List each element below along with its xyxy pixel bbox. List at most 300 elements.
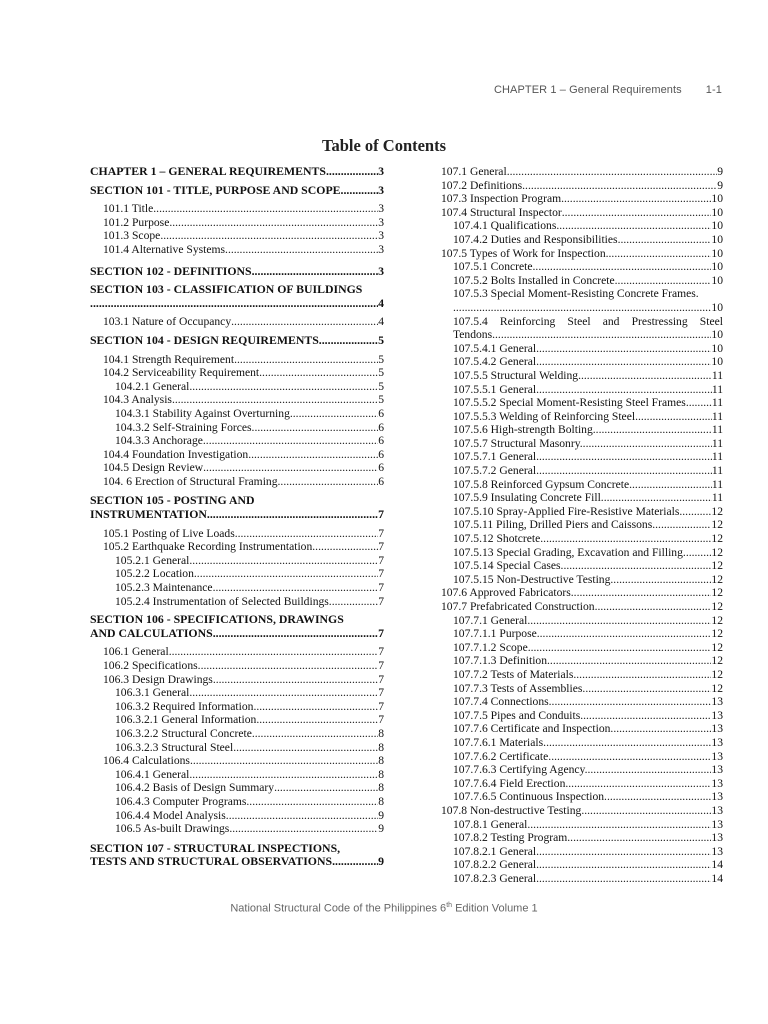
toc-entry[interactable]: [441, 532, 723, 546]
toc-entry-title: 104.5 Design Review: [103, 461, 204, 475]
toc-entry[interactable]: [441, 437, 723, 451]
toc-entry-page: 7: [378, 645, 384, 659]
toc-entry-row: [441, 192, 723, 206]
toc-entry-page: 11: [711, 436, 723, 450]
toc-entry-title: 107.5.2 Bolts Installed in Concrete: [453, 273, 615, 287]
toc-entry[interactable]: [441, 722, 723, 736]
toc-entry-leader-line: [453, 301, 723, 315]
toc-entry-page: 14: [711, 858, 723, 872]
toc-entry-title: 107.5.3 Special Moment-Resisting Concrete Frames.: [453, 287, 699, 301]
toc-entry[interactable]: [441, 396, 723, 410]
dot-leader: [539, 383, 712, 397]
dot-leader: [615, 274, 712, 288]
toc-entry-page: 10: [711, 260, 723, 274]
toc-entry-row: [441, 383, 723, 397]
toc-section-entry[interactable]: [90, 265, 384, 279]
toc-entry-title: 104.2 Serviceability Requirement: [103, 366, 260, 380]
toc-entry-row: [441, 845, 723, 859]
toc-entry-page: 13: [711, 749, 723, 763]
toc-entry[interactable]: [441, 695, 723, 709]
toc-entry-wrap: [90, 494, 384, 521]
dot-leader: [540, 627, 712, 641]
toc-entry-title: 107.5.6 High-strength Bolting.: [453, 423, 596, 437]
dot-leader: [233, 741, 378, 755]
toc-entry-row: [90, 407, 384, 421]
dot-leader: [332, 595, 378, 609]
dot-leader: [570, 831, 711, 845]
toc-entry-title: 107.6 Approved Fabricators: [441, 586, 571, 600]
toc-entry-page: 7: [378, 659, 384, 672]
toc-entry[interactable]: [441, 858, 723, 872]
dot-leader: [638, 410, 712, 424]
dot-leader: [578, 369, 712, 383]
toc-entry[interactable]: [90, 727, 384, 741]
toc-entry-page: 10: [711, 192, 723, 206]
toc-entry-row: [90, 184, 384, 198]
toc-entry-page: 11: [711, 396, 723, 410]
toc-entry[interactable]: [441, 586, 723, 600]
dot-leader: [278, 475, 379, 489]
toc-entry-page: 7: [378, 540, 384, 554]
toc-entry-title: 107.5.4.1 General.: [453, 341, 539, 355]
toc-entry[interactable]: [441, 546, 723, 560]
toc-entry-line: SECTION 107 - STRUCTURAL INSPECTIONS,: [90, 841, 341, 855]
toc-entry-title: 107.8.2.1 General.: [453, 844, 539, 858]
toc-entry[interactable]: [441, 423, 723, 437]
toc-entry[interactable]: [90, 700, 384, 714]
toc-entry-row: [90, 265, 384, 279]
toc-entry[interactable]: [441, 872, 723, 886]
toc-entry-page: 6: [378, 474, 384, 488]
toc-entry-row: [441, 247, 723, 261]
dot-leader: [341, 184, 379, 198]
toc-section-entry[interactable]: [90, 494, 384, 521]
toc-entry[interactable]: [441, 750, 723, 764]
toc-entry[interactable]: [441, 845, 723, 859]
toc-entry[interactable]: [90, 421, 384, 435]
word: Steel: [699, 314, 723, 328]
toc-entry[interactable]: [90, 645, 384, 659]
toc-entry-title: INSTRUMENTATION: [90, 508, 207, 522]
toc-section-entry[interactable]: [90, 283, 384, 310]
toc-entry[interactable]: [90, 475, 384, 489]
dot-leader: [530, 614, 711, 628]
toc-entry[interactable]: [441, 709, 723, 723]
toc-entry-page: 13: [711, 763, 723, 777]
toc-entry-page: 12: [711, 504, 723, 518]
toc-entry-row: [441, 369, 723, 383]
dot-leader: [546, 736, 711, 750]
toc-entry-title: 106.4.1 General: [115, 767, 190, 781]
dot-leader: [207, 508, 378, 522]
toc-entry-page: 13: [711, 722, 723, 736]
toc-entry-title: AND CALCULATIONS: [90, 626, 213, 640]
dot-leader: [571, 586, 712, 600]
toc-entry[interactable]: [90, 353, 384, 367]
toc-entry[interactable]: [441, 804, 723, 818]
toc-entry[interactable]: [90, 768, 384, 782]
toc-entry-title: 106.4.3 Computer Programs.: [115, 794, 250, 808]
toc-entry-title: 107.8.2.2 General.: [453, 858, 539, 872]
toc-entry-title: 107.7 Prefabricated Construction: [441, 600, 595, 613]
toc-entry[interactable]: [441, 260, 723, 274]
toc-entry[interactable]: [441, 763, 723, 777]
toc-entry-page: 10: [711, 328, 723, 342]
toc-entry-row: [441, 450, 723, 464]
dot-leader: [495, 328, 711, 342]
toc-entry-page: 11: [711, 450, 723, 464]
toc-entry-continuation: [453, 328, 723, 342]
toc-entry-page: 7: [378, 567, 384, 581]
toc-entry[interactable]: [441, 478, 723, 492]
dot-leader: [169, 645, 379, 659]
toc-entry[interactable]: [441, 192, 723, 206]
toc-entry-page: 3: [378, 165, 384, 178]
toc-entry-title: 101.1 Title: [103, 202, 154, 216]
toc-entry-row: [441, 546, 723, 560]
dot-leader: [610, 573, 711, 587]
toc-section-entry[interactable]: [90, 184, 384, 198]
toc-entry-row: [441, 858, 723, 872]
toc-entry[interactable]: [90, 713, 384, 727]
toc-entry[interactable]: [90, 243, 384, 257]
toc-entry[interactable]: [441, 233, 723, 247]
toc-entry-row: [441, 763, 723, 777]
toc-entry-title: 104.1 Strength Requirement: [103, 352, 235, 366]
toc-entry-title: 107.5 Types of Work for Inspection: [441, 246, 606, 260]
toc-entry-title: 107.5.10 Spray-Applied Fire-Resistive Materials.: [453, 504, 683, 518]
toc-entry[interactable]: [441, 165, 723, 179]
toc-right-column: [441, 165, 723, 885]
toc-entry-page: 7: [378, 626, 384, 640]
word: Reinforcing: [499, 314, 556, 328]
dot-leader: [604, 491, 712, 505]
footer-title: National Structural Code of the Philippines 6: [230, 902, 447, 915]
toc-entry[interactable]: [441, 614, 723, 628]
toc-entry-row: [90, 243, 384, 257]
dot-leader: [326, 165, 378, 179]
toc-entry-title: 107.1 General: [441, 165, 507, 178]
toc-entry[interactable]: [441, 505, 723, 519]
toc-entry-row: [441, 777, 723, 791]
toc-entry[interactable]: [441, 627, 723, 641]
toc-entry[interactable]: [90, 461, 384, 475]
toc-entry-title: 107.7.1.2 Scope.: [453, 640, 531, 654]
toc-entry[interactable]: [90, 315, 384, 329]
toc-entry-row: [441, 437, 723, 451]
dot-leader: [595, 600, 712, 614]
toc-entry-page: 8: [378, 754, 384, 768]
dot-leader: [169, 216, 378, 230]
toc-entry[interactable]: [441, 518, 723, 532]
toc-entry-row: [441, 491, 723, 505]
toc-entry[interactable]: [90, 795, 384, 809]
toc-entry-row: [441, 600, 723, 614]
dot-leader: [618, 233, 712, 247]
toc-entry-page: 7: [378, 553, 384, 567]
dot-leader: [290, 407, 378, 421]
dot-leader: [190, 754, 378, 768]
toc-section-entry[interactable]: [90, 165, 384, 179]
toc-entry-page: 11: [711, 477, 723, 491]
toc-entry-page: 12: [711, 627, 723, 641]
toc-entry-row: [90, 315, 384, 329]
toc-entry-page: 3: [378, 183, 384, 197]
toc-entry-row: [441, 559, 723, 573]
toc-entry[interactable]: [90, 380, 384, 394]
toc-entry-page: 7: [378, 699, 384, 713]
toc-entry-page: 6: [378, 406, 384, 420]
toc-entry-page: 6: [378, 434, 384, 448]
dot-leader: [588, 763, 712, 777]
toc-entry[interactable]: [90, 673, 384, 687]
toc-entry-row: [441, 750, 723, 764]
toc-entry-page: 12: [711, 613, 723, 627]
toc-entry-title: 107.7.6.5 Continuous Inspection.: [453, 790, 607, 804]
dot-leader: [530, 818, 711, 832]
dot-leader: [606, 247, 712, 261]
toc-entry[interactable]: [441, 219, 723, 233]
toc-entry[interactable]: [90, 229, 384, 243]
toc-entry-title: 107.7.1.3 Definition: [453, 654, 548, 668]
toc-entry-continuation: [90, 855, 384, 869]
toc-entry-title: 107.5.5.1 General.: [453, 382, 539, 396]
toc-entry-title: 107.4 Structural Inspector: [441, 205, 562, 219]
toc-entry-row: [90, 595, 384, 609]
toc-entry-title: 107.7.4 Connections.: [453, 695, 552, 709]
toc-entry-title: 106.4.2 Basis of Design Summary: [115, 781, 275, 795]
toc-entry[interactable]: [441, 410, 723, 424]
toc-entry-title: 107.5.14 Special Cases.: [453, 559, 564, 573]
toc-entry-page: 3: [378, 229, 384, 243]
toc-entry[interactable]: [441, 573, 723, 587]
toc-entry-title: 106.5 As-built Drawings: [115, 822, 230, 836]
toc-entry-leader-line: [90, 297, 384, 311]
dot-leader: [213, 627, 378, 641]
toc-entry[interactable]: [441, 383, 723, 397]
toc-section-entry[interactable]: [90, 842, 384, 869]
toc-entry-wrap: [90, 613, 384, 640]
toc-entry-page: 7: [378, 686, 384, 700]
toc-entry-line: SECTION 106 - SPECIFICATIONS, DRAWINGS: [90, 613, 344, 627]
toc-entry[interactable]: [90, 595, 384, 609]
toc-entry[interactable]: [90, 216, 384, 230]
toc-entry-page: 9: [717, 165, 723, 178]
dot-leader: [596, 423, 712, 437]
toc-entry-row: [90, 809, 384, 823]
toc-entry[interactable]: [441, 668, 723, 682]
toc-entry[interactable]: [441, 287, 723, 314]
toc-entry-title: 107.5.8 Reinforced Gypsum Concrete: [453, 477, 630, 491]
toc-entry-page: 5: [378, 352, 384, 366]
toc-entry-row: [441, 274, 723, 288]
toc-entry-page: 7: [378, 508, 384, 522]
toc-entry[interactable]: [441, 450, 723, 464]
toc-entry-title: 104.3.1 Stability Against Overturning: [115, 406, 290, 420]
footer-edition: Edition Volume 1: [452, 902, 538, 915]
toc-entry-title: 107.4.1 Qualifications.: [453, 219, 560, 233]
toc-entry-title: CHAPTER 1 – GENERAL REQUIREMENTS: [90, 165, 326, 178]
toc-entry-title: 107.7.6 Certificate and Inspection.: [453, 722, 614, 736]
toc-entry-page: 3: [378, 202, 384, 216]
toc-entry-row: [90, 393, 384, 407]
toc-entry[interactable]: [90, 781, 384, 795]
toc-entry-row: [90, 673, 384, 687]
dot-leader: [682, 505, 711, 519]
dot-leader: [562, 206, 712, 220]
dot-leader: [543, 532, 711, 546]
toc-entry[interactable]: [441, 777, 723, 791]
toc-entry-page: 13: [711, 844, 723, 858]
dot-leader: [229, 809, 379, 823]
toc-entry-row: [441, 682, 723, 696]
toc-entry[interactable]: [441, 464, 723, 478]
toc-section-entry[interactable]: [90, 613, 384, 640]
toc-entry[interactable]: [90, 754, 384, 768]
dot-leader: [607, 790, 711, 804]
toc-entry[interactable]: [441, 179, 723, 193]
toc-entry-page: 10: [711, 341, 723, 355]
toc-entry[interactable]: [441, 206, 723, 220]
toc-entry-row: [90, 822, 384, 836]
toc-entry-page: 13: [711, 803, 723, 817]
toc-entry-wrap: [441, 287, 723, 314]
toc-entry-page: 8: [378, 726, 384, 740]
toc-entry-page: 10: [711, 300, 723, 314]
toc-entry-title: 107.5.4.2 General.: [453, 355, 539, 369]
toc-entry-title: SECTION 102 - DEFINITIONS: [90, 264, 252, 278]
toc-entry[interactable]: [441, 736, 723, 750]
word: Prestressing: [631, 314, 688, 328]
toc-entry-title: 107.5.7.2 General.: [453, 464, 539, 478]
toc-entry-page: 13: [711, 695, 723, 709]
toc-entry[interactable]: [441, 790, 723, 804]
toc-entry-title: 106.3.1 General: [115, 686, 190, 700]
toc-entry-title: 107.7.6.2 Certificate.: [453, 749, 552, 763]
dot-leader: [197, 567, 378, 581]
toc-entry[interactable]: [441, 654, 723, 668]
toc-entry-row: [90, 461, 384, 475]
toc-entry[interactable]: [441, 600, 723, 614]
toc-entry-title: 107.3 Inspection Program: [441, 192, 562, 206]
toc-entry-wrap: [441, 315, 723, 342]
toc-entry[interactable]: [90, 393, 384, 407]
toc-entry[interactable]: [90, 434, 384, 448]
footer-superscript: th: [446, 902, 453, 909]
toc-entry-page: 12: [711, 572, 723, 586]
toc-entry-title: 107.5.15 Non-Destructive Testing: [453, 572, 611, 586]
toc-entry[interactable]: [90, 407, 384, 421]
toc-entry-row: [90, 165, 384, 179]
word: 107.5.4: [453, 314, 488, 328]
toc-entry-row: [441, 410, 723, 424]
toc-entry[interactable]: [441, 491, 723, 505]
toc-entry-title: 104.4 Foundation Investigation: [103, 447, 249, 461]
toc-entry-row: [90, 448, 384, 462]
toc-entry-page: 11: [711, 464, 723, 478]
dot-leader: [568, 777, 711, 791]
toc-section-entry[interactable]: [90, 334, 384, 348]
toc-entry[interactable]: [441, 831, 723, 845]
dot-leader: [539, 872, 711, 886]
dot-leader: [539, 858, 711, 872]
toc-entry[interactable]: [90, 822, 384, 836]
toc-entry[interactable]: [441, 274, 723, 288]
dot-leader: [563, 559, 711, 573]
toc-entry-page: 5: [378, 393, 384, 407]
toc-entry-page: 5: [378, 379, 384, 393]
toc-entry[interactable]: [441, 641, 723, 655]
toc-entry[interactable]: [441, 682, 723, 696]
toc-entry-page: 8: [378, 767, 384, 781]
toc-entry-page: 7: [378, 713, 384, 727]
toc-entry[interactable]: [441, 369, 723, 383]
toc-entry-line: SECTION 105 - POSTING AND: [90, 494, 255, 508]
page-title: Table of Contents: [321, 136, 447, 155]
toc-entry-row: [90, 475, 384, 489]
toc-entry-row: [441, 654, 723, 668]
dot-leader: [253, 700, 378, 714]
running-header: [494, 84, 722, 96]
dot-leader: [585, 682, 711, 696]
toc-entry[interactable]: [90, 741, 384, 755]
toc-entry-page: 8: [378, 740, 384, 754]
toc-entry[interactable]: [441, 818, 723, 832]
toc-entry[interactable]: [90, 366, 384, 380]
toc-entry[interactable]: [90, 581, 384, 595]
toc-entry[interactable]: [90, 686, 384, 700]
toc-entry-page: 12: [711, 545, 723, 559]
toc-entry[interactable]: [90, 540, 384, 554]
toc-entry[interactable]: [90, 659, 384, 673]
toc-entry[interactable]: [90, 567, 384, 581]
toc-entry-row: [441, 790, 723, 804]
toc-entry[interactable]: [441, 315, 723, 342]
toc-entry-page: 10: [711, 355, 723, 369]
toc-entry-row: [90, 741, 384, 755]
toc-entry-page: 7: [378, 526, 384, 540]
toc-entry[interactable]: [441, 247, 723, 261]
toc-entry-title: 107.5.7.1 General.: [453, 450, 539, 464]
toc-entry[interactable]: [90, 202, 384, 216]
dot-leader: [274, 781, 378, 795]
toc-entry[interactable]: [441, 355, 723, 369]
dot-leader: [312, 540, 378, 554]
toc-entry-page: 12: [711, 586, 723, 600]
toc-entry-page: 13: [711, 735, 723, 749]
toc-entry-title: 104.3.2 Self-Straining Forces.: [115, 420, 255, 434]
toc-entry-row: [441, 165, 723, 179]
dot-leader: [629, 478, 712, 492]
toc-entry[interactable]: [90, 554, 384, 568]
dot-leader: [203, 461, 378, 475]
toc-entry-continuation: [90, 627, 384, 641]
toc-entry[interactable]: [90, 809, 384, 823]
toc-entry-row: [441, 709, 723, 723]
dot-leader: [249, 795, 378, 809]
toc-entry-row: [90, 216, 384, 230]
dot-leader: [153, 202, 378, 216]
toc-entry-page: 4: [378, 315, 384, 329]
toc-entry[interactable]: [441, 342, 723, 356]
toc-entry-row: [441, 464, 723, 478]
toc-entry[interactable]: [441, 559, 723, 573]
toc-entry-row: [441, 260, 723, 274]
dot-leader: [559, 219, 711, 233]
toc-entry[interactable]: [90, 448, 384, 462]
toc-entry[interactable]: [90, 527, 384, 541]
toc-entry-row: [441, 818, 723, 832]
